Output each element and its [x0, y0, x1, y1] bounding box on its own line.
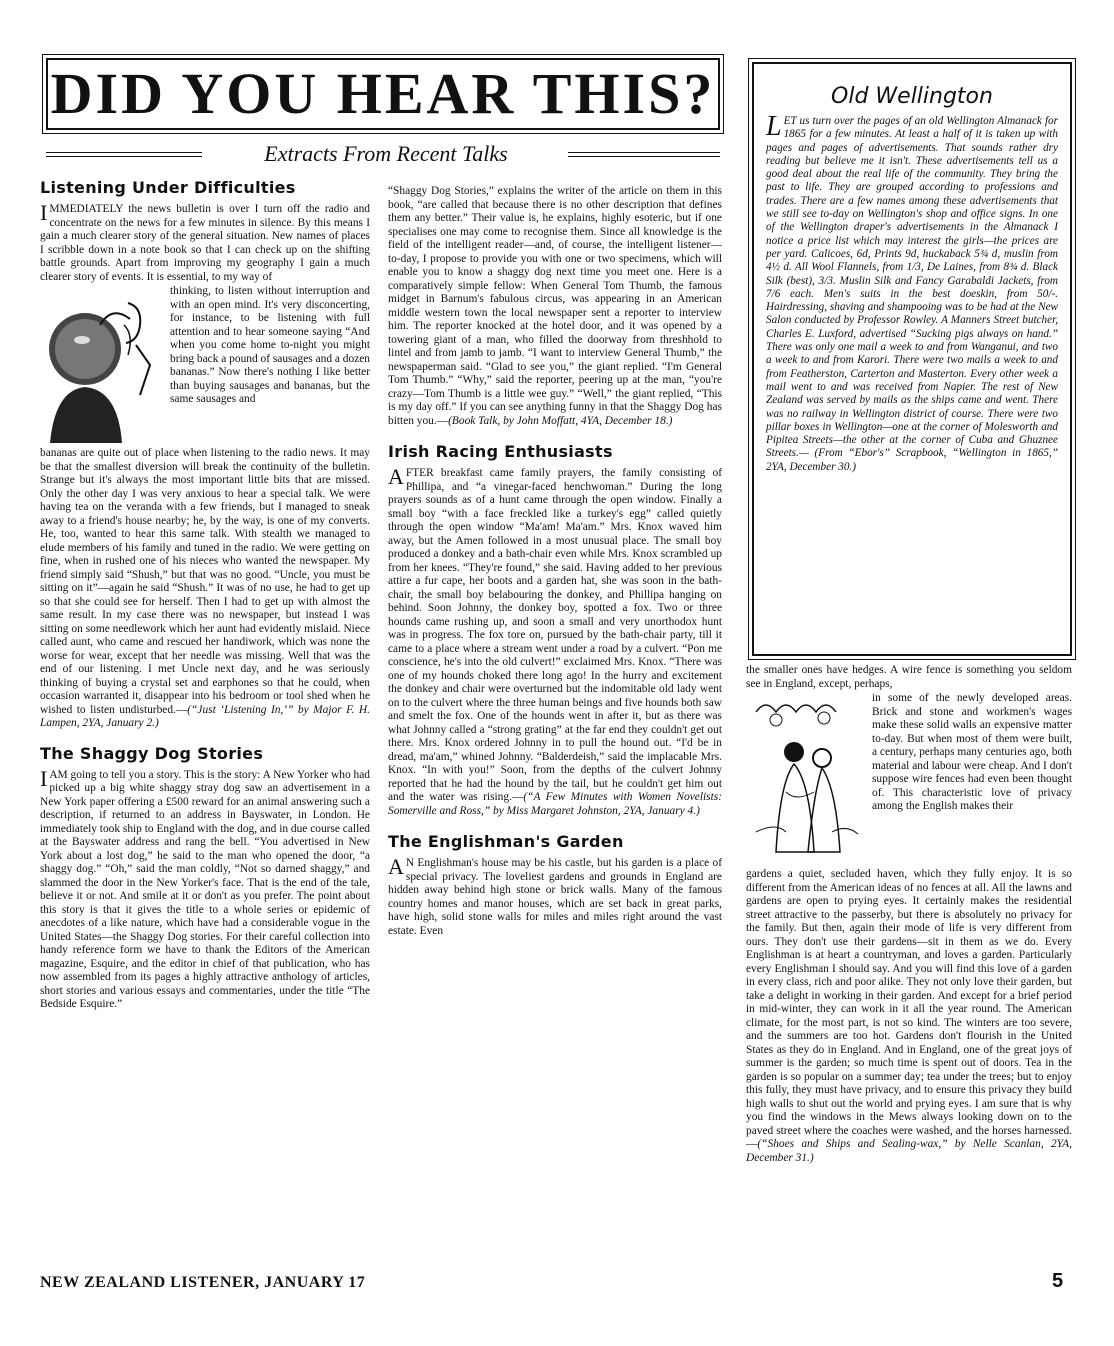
listening-article-cont — [40, 447, 370, 731]
masthead — [46, 58, 720, 130]
section-heading-irish: Irish Racing Enthusiasts — [388, 442, 613, 461]
article-text: “Shaggy Dog Stories,” explains the writer of the article on them in this book, “are called that because there is no other description that defines them any better.” Their value is, he explains, highly esoteric, but if one specialises one may come to recognise them. Since all knowledge is the field of the intelligent reader—and, of course, the intelligent listener—to-day, I propose to provide you with one or two specimens, which will enable you to know a shaggy dog next time you meet one. Here is a comparatively simple fellow: When General Tom Thumb, the famous midget in Barnum's fabulous circus, was appearing in an American middle western town the local newspaper sent a reporter to interview him. The reporter knocked at the hotel door, and it was opened by a towering giant of a man, who filled the doorway from threshhold to lintel and from jamb to jamb. “I want to interview General Thumb,” the newspaperman said. “Glad to see you,” the giant replied. “I'm General Tom Thumb.” “Why,” said the reporter, peering up at the man, “you're crazy—Tom Thumb is a little wee guy.” “Well,” the giant replied, “This is my day off.” If you can see anything funny in that the Shaggy Dog has bitten you.— — [388, 185, 722, 427]
article-text: ET us turn over the pages of an old Wellington Almanack for 1865 for a few minutes. At least a half of it is taken up with pages and pages of advertisements. That sounds rather dry reading but believe me it isn't. These advertisements tell us a good deal about the real life of the community. They bring the past to life. They are grouped according to professions and trades. There are a few names among these advertisements that we still see to-day on Wellington's shop and office signs. In one of the Wellington draper's advertisements in the Almanack I notice a price list which may interest the girls—the prices are per yard. Calicoes, 6d, Prints 9d, huckaback 5¾ d, muslin from 4½ d. All Wool Flannels, from 1/3, De Laines, from 8¾ d. Black Silk (best), 3/3. Muslin Silk and Fancy Garabaldi Jackets, from 7/6 each. Men's suits in the best doeskin, from 50/-. Hairdressing, shaving and shampooing was to be had at the New Salon conducted by Professor Rowley. A Manners Street butcher, Charles E. Luxford, advertised “Sucking pigs always on hand.” There was only one mail a week to and from Wanganui, and two a week to and from Karori. There were two mails a week to and from Featherston, Carterton and Masterton. Every other week a mail went to and was received from Napier. The rest of New Zealand was served by mails as the ships came and went. There was no railway in Wellington district of course. There were two pillar boxes in Wellington—one at the corner of Molesworth and Pipitea Streets—the other at the corner of Cuba and Ghuznee Streets.— (From “Ebor's” Scrapbook, “Wellington in 1865,” 2YA, December 30.) — [766, 115, 1058, 473]
section-heading-listening: Listening Under Difficulties — [40, 178, 296, 197]
wellington-article — [754, 111, 1070, 474]
irish-article — [388, 464, 722, 818]
listening-article — [40, 200, 370, 284]
column-1 — [40, 178, 370, 1012]
masthead-title: DID YOU HEAR THIS? — [50, 61, 716, 126]
dropcap: A — [388, 854, 404, 879]
dropcap: A — [388, 464, 404, 489]
article-text: AM going to tell you a story. This is the story: A New Yorker who had picked up a big white shaggy stray dog saw an advertisement in a New York paper offering a £500 reward for an animal answering such a description, if returned to an address in Bayswater, in London. He immediately took ship to England with the dog, and in due course called at the Bayswater address and rang the bell. “You advertised in New York about a lost dog,” he said to the man who opened the door, “a shaggy dog.” “Oh,” said the man coldly, “Not so darned shaggy,” and slammed the door in the New Yorker's face. That is the end of the tale, believe it or not. And smile at it or don't as you prefer. The point about this story is that it gives the title to a whole series or epidemic of anecdotes of a like nature, which have had a considerable vogue in the United States—the Shaggy Dog stories. For their careful collection into handy reference form we have to thank the Editors of the American magazine, Esquire, and the editor in chief of that publication, who has now assembled from its pages a highly attractive anthology of articles, short stories and various essays and commentaries, under the title “The Bedside Esquire.” — [40, 768, 370, 1010]
garden-article — [388, 854, 722, 938]
dropcap: I — [40, 765, 48, 791]
article-text: FTER breakfast came family prayers, the family consisting of Phillipa, and “a vinegar-faced henchwoman.” During the long prayers sounds as of a hunt came through the open window. Finally a small boy “with a face freckled like a turkey's egg” called quietly through the open window “Ma'am! Ma'am.” Mrs. Knox waved him away, but the Amen followed in a most unusual place. The small boy produced a donkey and a bath-chair even while Mrs. Knox scrambled up from her knees. “They're found,” she said. Having added to her previous attire a fur cape, her boots and a garden hat, she was soon in the bath-chair, the small boy belabouring the donkey, and Phillipa hanging on behind. Soon Johnny, the donkey boy, spotted a fox. Two or three hounds came rushing up, and soon a small and very unorthodox hunt was in progress. The fox tore on, pursued by the bath-chair party, till it came to a place where a stream went under a road by a culvert. “Pon me conscience, he's into the old culvert!” exclaimed Mrs. Knox. “There was one of my hounds choked there long ago! In the hurry and excitement the donkey and chair were overturned but the indomitable old lady went on to the culvert where the three human beings and five hounds both saw and smelt the fox. One of the hounds went in after it, but as there was what Johnny called a “strong grating” at the far end they couldn't get out there. Mrs. Knox ordered Johnny in to pull the hound out. “I'd be in dread, ma'am,” whined Johnny. “Balderdeish,” said the implacable Mrs. Knox. “In with you!” Soon, from the depths of the culvert Johnny reported that he had the hound by the tail, but he couldn't get him out and the water was rising.— — [388, 467, 722, 803]
article-credit: (“Just ‘Listening In,’” by Major F. H. Lampen, 2YA, January 2.) — [40, 703, 370, 729]
garden-cont-bottom — [746, 868, 1072, 1165]
shaggy-article — [40, 765, 370, 1012]
footer-publication: NEW ZEALAND LISTENER, JANUARY 17 — [40, 1274, 366, 1291]
column-2 — [388, 185, 722, 938]
wellington-heading: Old Wellington — [831, 84, 993, 109]
garden-illustration-row — [746, 692, 1072, 868]
garden-wrap-text: in some of the newly developed areas. Brick and stone and workmen's wages make these solid walls an expensive matter to-day. But when most of them were built, a century, perhaps many centuries ago, both material and labour were cheap. And I don't suppose wire fences had even been thought of. This characteristic love of privacy among the English makes their — [872, 692, 1072, 812]
listening-illustration — [40, 285, 164, 443]
shaggy-continued — [388, 185, 722, 428]
article-credit: (“A Few Minutes with Women Novelists: Somerville and Ross,” by Miss Margaret Johnston, 2YA, January 4.) — [388, 791, 722, 817]
section-heading-shaggy: The Shaggy Dog Stories — [40, 743, 264, 763]
article-credit: (“Shoes and Ships and Sealing-wax,” by Nelle Scanlan, 2YA, December 31.) — [746, 1138, 1072, 1164]
article-text: bananas are quite out of place when listening to the radio news. It may be that the smallest diversion will break the continuity of the bulletin. Strange but it's always the most important little bits that are missed. Only the other day I was very anxious to hear a special talk. We were having tea on the veranda with a few friends, but I managed to sneak away to a friend's house nearby; he, by the way, is one of my converts. He, too, wanted to hear this same talk. With stealth we managed to elude members of his family and tuned in the radio. We were getting on fine, when in rushed one of his nieces who wanted the newspaper. My friend simply said “Shush,” but that was no good. “Uncle, you must be sitting on it”—again he said “Shush.” It was of no use, he had to get up so that she could see for herself. Then I had to get up with almost the same result. In my case there was no newspaper, but instead I was sitting on some needlework which her aunt had evidently mislaid. Niece called aunt, who came and rescued her handiwork, which was none the worse for wear, except that her needle was missing. Well that was the end of our listening. I met Uncle next day, and he was seriously thinking of buying a crystal set and earphones so that he could, when occasion warranted it, disappear into his bedroom or tool shed when he wished to listen undisturbed.— — [40, 447, 370, 716]
article-text: MMEDIATELY the news bulletin is over I turn off the radio and concentrate on the news for a few minutes in silence. By this means I gain a much clearer story of the general situation. New names of places I scribble down in a note book so that I can check up on the shifting battle grounds. Apart from improving my geography I gain a much clearer story of events. It is essential, to my way of — [40, 203, 370, 283]
article-text: gardens a quiet, secluded haven, which they fully enjoy. It is so different from the American ideas of no fences at all. All the lawns and gardens are open to prying eyes. It certainly makes the residential street attractive to the passerby, but there is absolutely no privacy for the family. But then, again their mode of life is very different from ours. They don't use their gardens—sit in them as we do. Every Englishman is at heart a countryman, and loves a garden. Particularly every Englishman I should say. And you will find this love of a garden in every class, rich and poor alike. They not only love their garden, but take a delight in working in their garden. And except for a brief period in mid-winter, they can work in it all the year round. The American climate, for the most part, is not so kind. The winters are too severe, and the summers are too hot. Gardens don't flourish in the United States as they do in England. And in England, one of the great joys of summer is the garden; so much time is spent out of doors. Tea in the garden is so popular on a summer day; tea under the trees; but to enjoy this fully, they must have privacy, and to ensure this privacy they build high walls to shut out the world and prying eyes. I am sure that is why you find the windows in the Mews always looking down on to the paved street where the coaches were washed, and the horses harnessed.— — [746, 868, 1072, 1150]
listening-illustration-row — [40, 285, 370, 447]
garden-cont-top: the smaller ones have hedges. A wire fence is something you seldom see in England, except, perhaps, — [746, 664, 1072, 690]
old-wellington-box — [752, 62, 1072, 656]
subtitle-rule-left — [46, 152, 202, 157]
subtitle-row — [46, 140, 720, 168]
page-number: 5 — [1052, 1270, 1064, 1292]
dropcap: I — [40, 200, 48, 225]
subtitle-rule-right — [568, 152, 720, 157]
article-text: N Englishman's house may be his castle, but his garden is a place of special privacy. The loveliest gardens and grounds in England are hidden away behind high stone or brick walls. Many of the famous country homes and manor houses, which are set back in great parks, have high, solid stone walls for miles and miles right around the vast estate. Even — [388, 857, 722, 937]
listening-wrap-text: thinking, to listen without interruption and with an open mind. It's very disconcerting, for instance, to be listening with full attention and to hear someone saying “And when you come home to-night you might bring back a pound of sausages and a dozen bananas.” Now there's nothing I like better than buying sausages and bananas, but the same sausages and — [170, 285, 370, 405]
masthead-subtitle: Extracts From Recent Talks — [264, 141, 508, 166]
garden-illustration — [746, 692, 866, 862]
dropcap: L — [766, 111, 782, 142]
section-heading-garden: The Englishman's Garden — [388, 832, 624, 851]
article-credit: (Book Talk, by John Moffatt, 4YA, December 18.) — [448, 414, 673, 427]
garden-continued — [746, 664, 1072, 1165]
